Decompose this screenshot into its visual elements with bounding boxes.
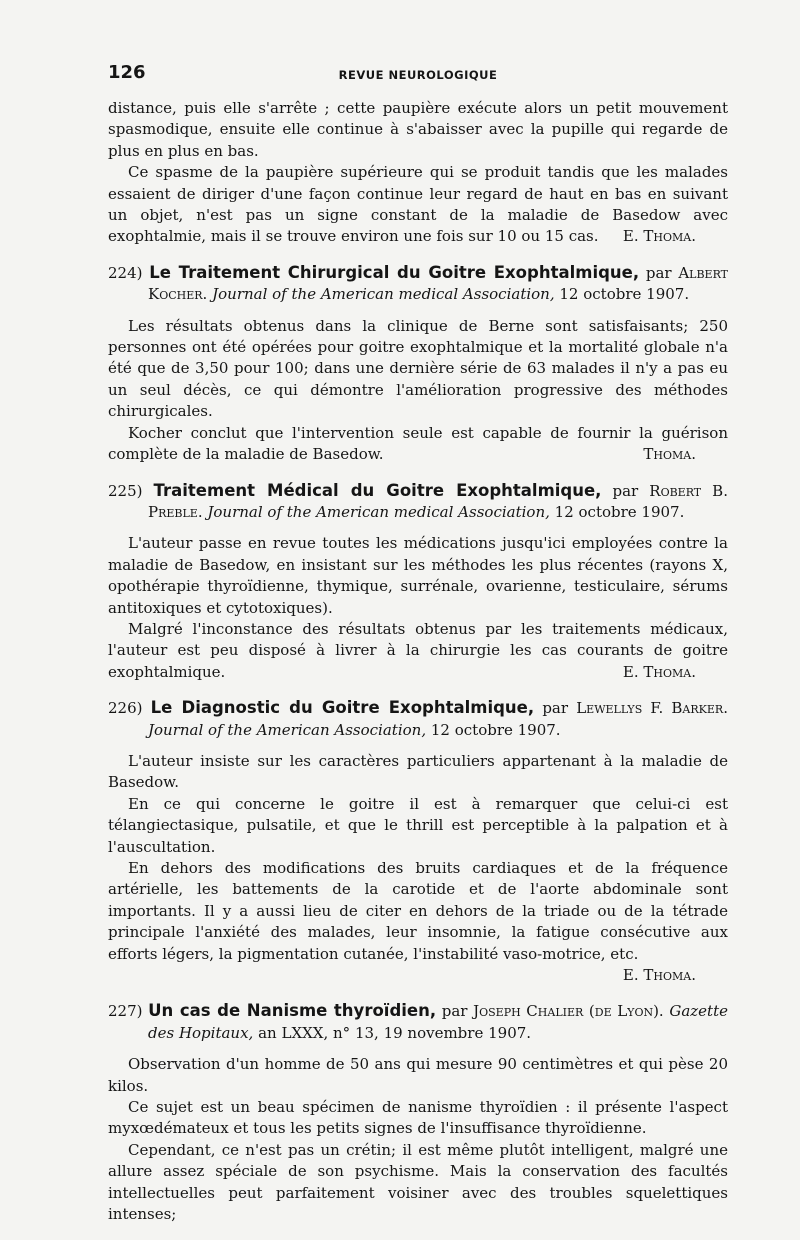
entry-body: [108, 316, 728, 466]
entry-paragraph-text: En dehors des modifications des bruits cardiaques et de la fréquence artérielle, les battements de la carotide et de l'aorte abdominale sont importants. Il y a aussi lieu de citer en dehors de la triade ou de la tétrade principale l'anxiété des malades, leur insomnie, la fatigue consécutive aux efforts légers, la pigmentation cutanée, l'instabilité vaso-motrice, etc.: [108, 859, 728, 963]
entry-by: par: [612, 481, 639, 500]
entry-paragraph: Ce sujet est un beau spécimen de nanisme thyroïdien : il présente l'aspect myxœdémateux et tous les petits signes de l'insuffisance thyroïdienne.: [108, 1098, 728, 1138]
entry-journal: Journal of the American medical Association,: [207, 502, 550, 521]
entry-body: [108, 751, 728, 986]
running-title: REVUE NEUROLOGIQUE: [338, 68, 498, 82]
page-number: 126: [108, 62, 146, 83]
signature: E. Thoma.: [622, 966, 696, 985]
intro-paragraph-text: Ce spasme de la paupière supérieure qui se produit tandis que les malades essaient de diriger d'une façon continue leur regard de haut en bas en suivant un objet, n'est pas un signe constant de la maladie de Basedow avec exophtalmie, mais il se trouve environ une fois sur 10 ou 15 cas.: [108, 163, 728, 246]
signature: Thoma.: [643, 445, 696, 464]
entry-title: Traitement Médical du Goitre Exophtalmique,: [153, 480, 602, 500]
entry-paragraph: L'auteur passe en revue toutes les médications jusqu'ici employées contre la maladie de Basedow, en insistant sur les méthodes les plus récentes (rayons X, opothérapie thyroïdienne, thymique, surrénale, ovarienne, testiculaire, sérums antitoxiques et cytotoxiques).: [108, 534, 728, 617]
entry-by: par: [645, 263, 672, 282]
entry-journal: Journal of the American Association,: [148, 720, 427, 739]
entry-heading: [108, 262, 728, 306]
entry-paragraph: L'auteur insiste sur les caractères particuliers appartenant à la maladie de Basedow.: [108, 751, 728, 792]
entry-paragraph: [108, 858, 728, 986]
entry-number: 227): [108, 1002, 143, 1021]
abstract-entry: [108, 697, 728, 986]
intro-paragraph: distance, puis elle s'arrête ; cette paupière exécute alors un petit mouvement spasmodique, ensuite elle continue à s'abaisser avec la pupille qui regarde de plus en plus en bas.: [108, 99, 728, 160]
entry-journal: Gazette des Hopitaux,: [148, 1002, 728, 1042]
entry-title: Un cas de Nanisme thyroïdien,: [148, 1001, 437, 1021]
entry-heading: [108, 697, 728, 741]
entry-author: Albert Kocher.: [148, 263, 728, 304]
entry-date: 12 octobre 1907.: [554, 502, 685, 521]
entry-paragraph: Observation d'un homme de 50 ans qui mesure 90 centimètres et qui pèse 20 kilos.: [108, 1055, 728, 1095]
abstract-entry: [108, 1000, 728, 1225]
signature: E. Thoma.: [622, 227, 696, 246]
entry-journal: Journal of the American medical Association,: [212, 285, 555, 304]
entry-paragraph-text: Malgré l'inconstance des résultats obtenus par les traitements médicaux, l'auteur est peu disposé à livrer à la chirurgie les cas courants de goitre exophtalmique.: [108, 619, 728, 681]
intro-paragraph: [108, 162, 728, 248]
entry-heading: [108, 1000, 728, 1044]
entry-paragraph: [108, 619, 728, 683]
page-header: [108, 62, 728, 86]
page-content: [108, 62, 728, 1226]
entry-body: [108, 1054, 728, 1225]
entry-paragraph: Cependant, ce n'est pas un crétin; il est même plutôt intelligent, malgré une allure assez spéciale de son psychisme. Mais la conservation des facultés intellectuelles peut parfaitement voisiner avec des troubles squelettiques intenses;: [108, 1140, 728, 1224]
intro-section: [108, 98, 728, 248]
entry-by: par: [441, 1002, 468, 1021]
entry-date: an LXXX, n° 13, 19 novembre 1907.: [258, 1023, 532, 1042]
abstract-entry: [108, 262, 728, 466]
abstract-entry: [108, 480, 728, 684]
entry-by: par: [542, 699, 569, 718]
entry-paragraph-text: Kocher conclut que l'intervention seule est capable de fournir la guérison complète de la maladie de Basedow.: [108, 423, 728, 464]
entry-title: Le Diagnostic du Goitre Exophtalmique,: [150, 698, 535, 718]
entry-author: Robert B. Preble.: [148, 481, 728, 521]
entry-number: 224): [108, 263, 143, 282]
entry-title: Le Traitement Chirurgical du Goitre Exophtalmique,: [149, 262, 640, 282]
signature: E. Thoma.: [622, 662, 696, 681]
entry-paragraph: En ce qui concerne le goitre il est à remarquer que celui-ci est télangiectasique, pulsatile, et que le thrill est perceptible à la palpation et à l'auscultation.: [108, 794, 728, 856]
entry-body: [108, 533, 728, 683]
entry-paragraph: [108, 423, 728, 466]
entry-number: 226): [108, 699, 143, 718]
entry-number: 225): [108, 481, 143, 500]
entry-paragraph: Les résultats obtenus dans la clinique de Berne sont satisfaisants; 250 personnes ont été opérées pour goitre exophtalmique et la mortalité globale n'a été que de 3,50 pour 100; dans une dernière série de 63 malades il n'y a pas eu un seul décès, ce qui démontre l'amélioration progressive des méthodes chirurgicales.: [108, 316, 728, 421]
entry-author: Lewellys F. Barker.: [576, 699, 728, 718]
entry-author: Joseph Chalier (de Lyon).: [473, 1002, 664, 1021]
entry-heading: [108, 480, 728, 524]
entry-date: 12 octobre 1907.: [430, 720, 561, 739]
entry-date: 12 octobre 1907.: [559, 285, 690, 304]
